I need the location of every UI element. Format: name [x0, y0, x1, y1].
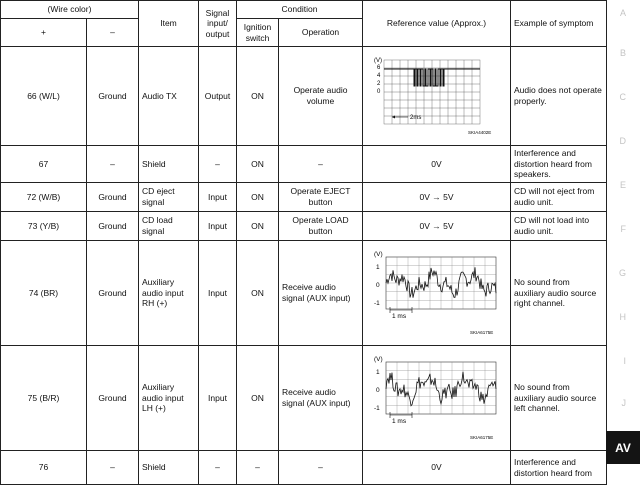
- symptom-cell: No sound from auxiliary audio source right channel.: [511, 241, 607, 346]
- section-tab-d[interactable]: D: [619, 136, 626, 146]
- figure-code: SKIA4402E: [467, 130, 491, 135]
- time-scale-label: 2ms: [409, 115, 421, 121]
- operation-cell: Operate LOAD button: [279, 212, 363, 241]
- tick-label: 0: [375, 387, 380, 394]
- table-row: [1, 212, 607, 241]
- section-tab-f[interactable]: F: [620, 224, 626, 234]
- ignition-cell: ON: [237, 346, 279, 451]
- item-cell: Shield: [139, 451, 199, 485]
- operation-cell: Receive audio signal (AUX input): [279, 241, 363, 346]
- terminal-plus: 74 (BR): [1, 241, 87, 346]
- symptom-cell: No sound from auxiliary audio source left channel.: [511, 346, 607, 451]
- reference-cell: 0V → 5V: [363, 212, 511, 241]
- symptom-cell: CD will not load into audio unit.: [511, 212, 607, 241]
- item-cell: CD eject signal: [139, 183, 199, 212]
- section-tab-a[interactable]: A: [619, 8, 626, 18]
- table-row: [1, 346, 607, 451]
- time-scale-label: 1 ms: [391, 313, 406, 320]
- ignition-cell: ON: [237, 183, 279, 212]
- ignition-cell: ON: [237, 146, 279, 183]
- section-index-tabs: [604, 0, 640, 480]
- terminal-minus: Ground: [87, 241, 139, 346]
- plus-header: +: [1, 19, 87, 47]
- symptom-cell: CD will not eject from audio unit.: [511, 183, 607, 212]
- operation-header: Operation: [279, 19, 363, 47]
- io-cell: –: [199, 451, 237, 485]
- section-tab-g[interactable]: G: [618, 268, 626, 278]
- item-cell: Auxiliary audio input LH (+): [139, 346, 199, 451]
- tick-label: 6: [376, 65, 380, 71]
- symptom-cell: Interference and distortion heard from speakers.: [511, 146, 607, 183]
- time-scale-label: 1 ms: [391, 418, 406, 425]
- terminal-plus: 76: [1, 451, 87, 485]
- symptom-cell: Interference and distortion heard from: [511, 451, 607, 485]
- io-cell: Input: [199, 241, 237, 346]
- figure-code: SKIA6175E: [469, 435, 493, 440]
- terminal-plus: 75 (B/R): [1, 346, 87, 451]
- waveform-unit: (V): [373, 58, 382, 64]
- reference-cell: 0V: [363, 146, 511, 183]
- tick-label: 1: [375, 264, 380, 271]
- av-section-badge[interactable]: AV: [606, 431, 640, 464]
- io-cell: –: [199, 146, 237, 183]
- symptom-cell: Audio does not operate properly.: [511, 47, 607, 146]
- table-row: [1, 183, 607, 212]
- ignition-cell: ON: [237, 241, 279, 346]
- pulse-waveform: [372, 52, 502, 140]
- tick-label: 2: [376, 81, 380, 87]
- terminal-minus: Ground: [87, 183, 139, 212]
- terminal-plus: 67: [1, 146, 87, 183]
- ignition-cell: ON: [237, 47, 279, 146]
- ignition-cell: ON: [237, 212, 279, 241]
- signal-io-header: Signal input/ output: [199, 1, 237, 47]
- section-tab-j[interactable]: J: [621, 398, 626, 408]
- operation-cell: –: [279, 451, 363, 485]
- table-row: [1, 451, 607, 485]
- section-tab-c[interactable]: C: [619, 92, 626, 102]
- terminal-minus: Ground: [87, 212, 139, 241]
- tick-label: -1: [373, 300, 380, 307]
- tick-label: 0: [375, 282, 380, 289]
- terminal-plus: 66 (W/L): [1, 47, 87, 146]
- terminal-minus: –: [87, 451, 139, 485]
- waveform-unit: (V): [373, 251, 383, 258]
- reference-waveform-cell: [363, 47, 511, 146]
- condition-header: Condition: [237, 1, 363, 19]
- io-cell: Input: [199, 212, 237, 241]
- io-cell: Output: [199, 47, 237, 146]
- operation-cell: Receive audio signal (AUX input): [279, 346, 363, 451]
- reference-waveform-cell: [363, 346, 511, 451]
- figure-code: SKIA6175E: [469, 330, 493, 335]
- tick-label: 0: [376, 89, 380, 95]
- ignition-cell: –: [237, 451, 279, 485]
- aux-rh-waveform: [372, 247, 502, 339]
- reference-cell: 0V: [363, 451, 511, 485]
- section-tab-e[interactable]: E: [619, 180, 626, 190]
- terminal-plus: 73 (Y/B): [1, 212, 87, 241]
- table-row: [1, 146, 607, 183]
- wire-color-header: (Wire color): [1, 1, 139, 19]
- item-cell: CD load signal: [139, 212, 199, 241]
- waveform-unit: (V): [373, 356, 383, 363]
- minus-header: –: [87, 19, 139, 47]
- operation-cell: Operate EJECT button: [279, 183, 363, 212]
- terminal-minus: Ground: [87, 346, 139, 451]
- reference-waveform-cell: [363, 241, 511, 346]
- io-cell: Input: [199, 346, 237, 451]
- section-tab-h[interactable]: H: [619, 312, 626, 322]
- table-row: [1, 47, 607, 146]
- aux-lh-waveform: [372, 352, 502, 444]
- tick-label: 1: [375, 369, 380, 376]
- table-row: [1, 241, 607, 346]
- terminal-minus: Ground: [87, 47, 139, 146]
- reference-value-header: Reference value (Approx.): [363, 1, 511, 47]
- terminal-plus: 72 (W/B): [1, 183, 87, 212]
- section-tab-b[interactable]: B: [619, 48, 626, 58]
- reference-cell: 0V → 5V: [363, 183, 511, 212]
- section-tab-i[interactable]: I: [623, 356, 626, 366]
- symptom-header: Example of symptom: [511, 1, 607, 47]
- ignition-switch-header: Ignition switch: [237, 19, 279, 47]
- io-cell: Input: [199, 183, 237, 212]
- item-cell: Audio TX: [139, 47, 199, 146]
- tick-label: -1: [373, 405, 380, 412]
- item-cell: Shield: [139, 146, 199, 183]
- operation-cell: Operate audio volume: [279, 47, 363, 146]
- operation-cell: –: [279, 146, 363, 183]
- item-cell: Auxiliary audio input RH (+): [139, 241, 199, 346]
- tick-label: 4: [376, 73, 380, 79]
- item-header: Item: [139, 1, 199, 47]
- terminal-minus: –: [87, 146, 139, 183]
